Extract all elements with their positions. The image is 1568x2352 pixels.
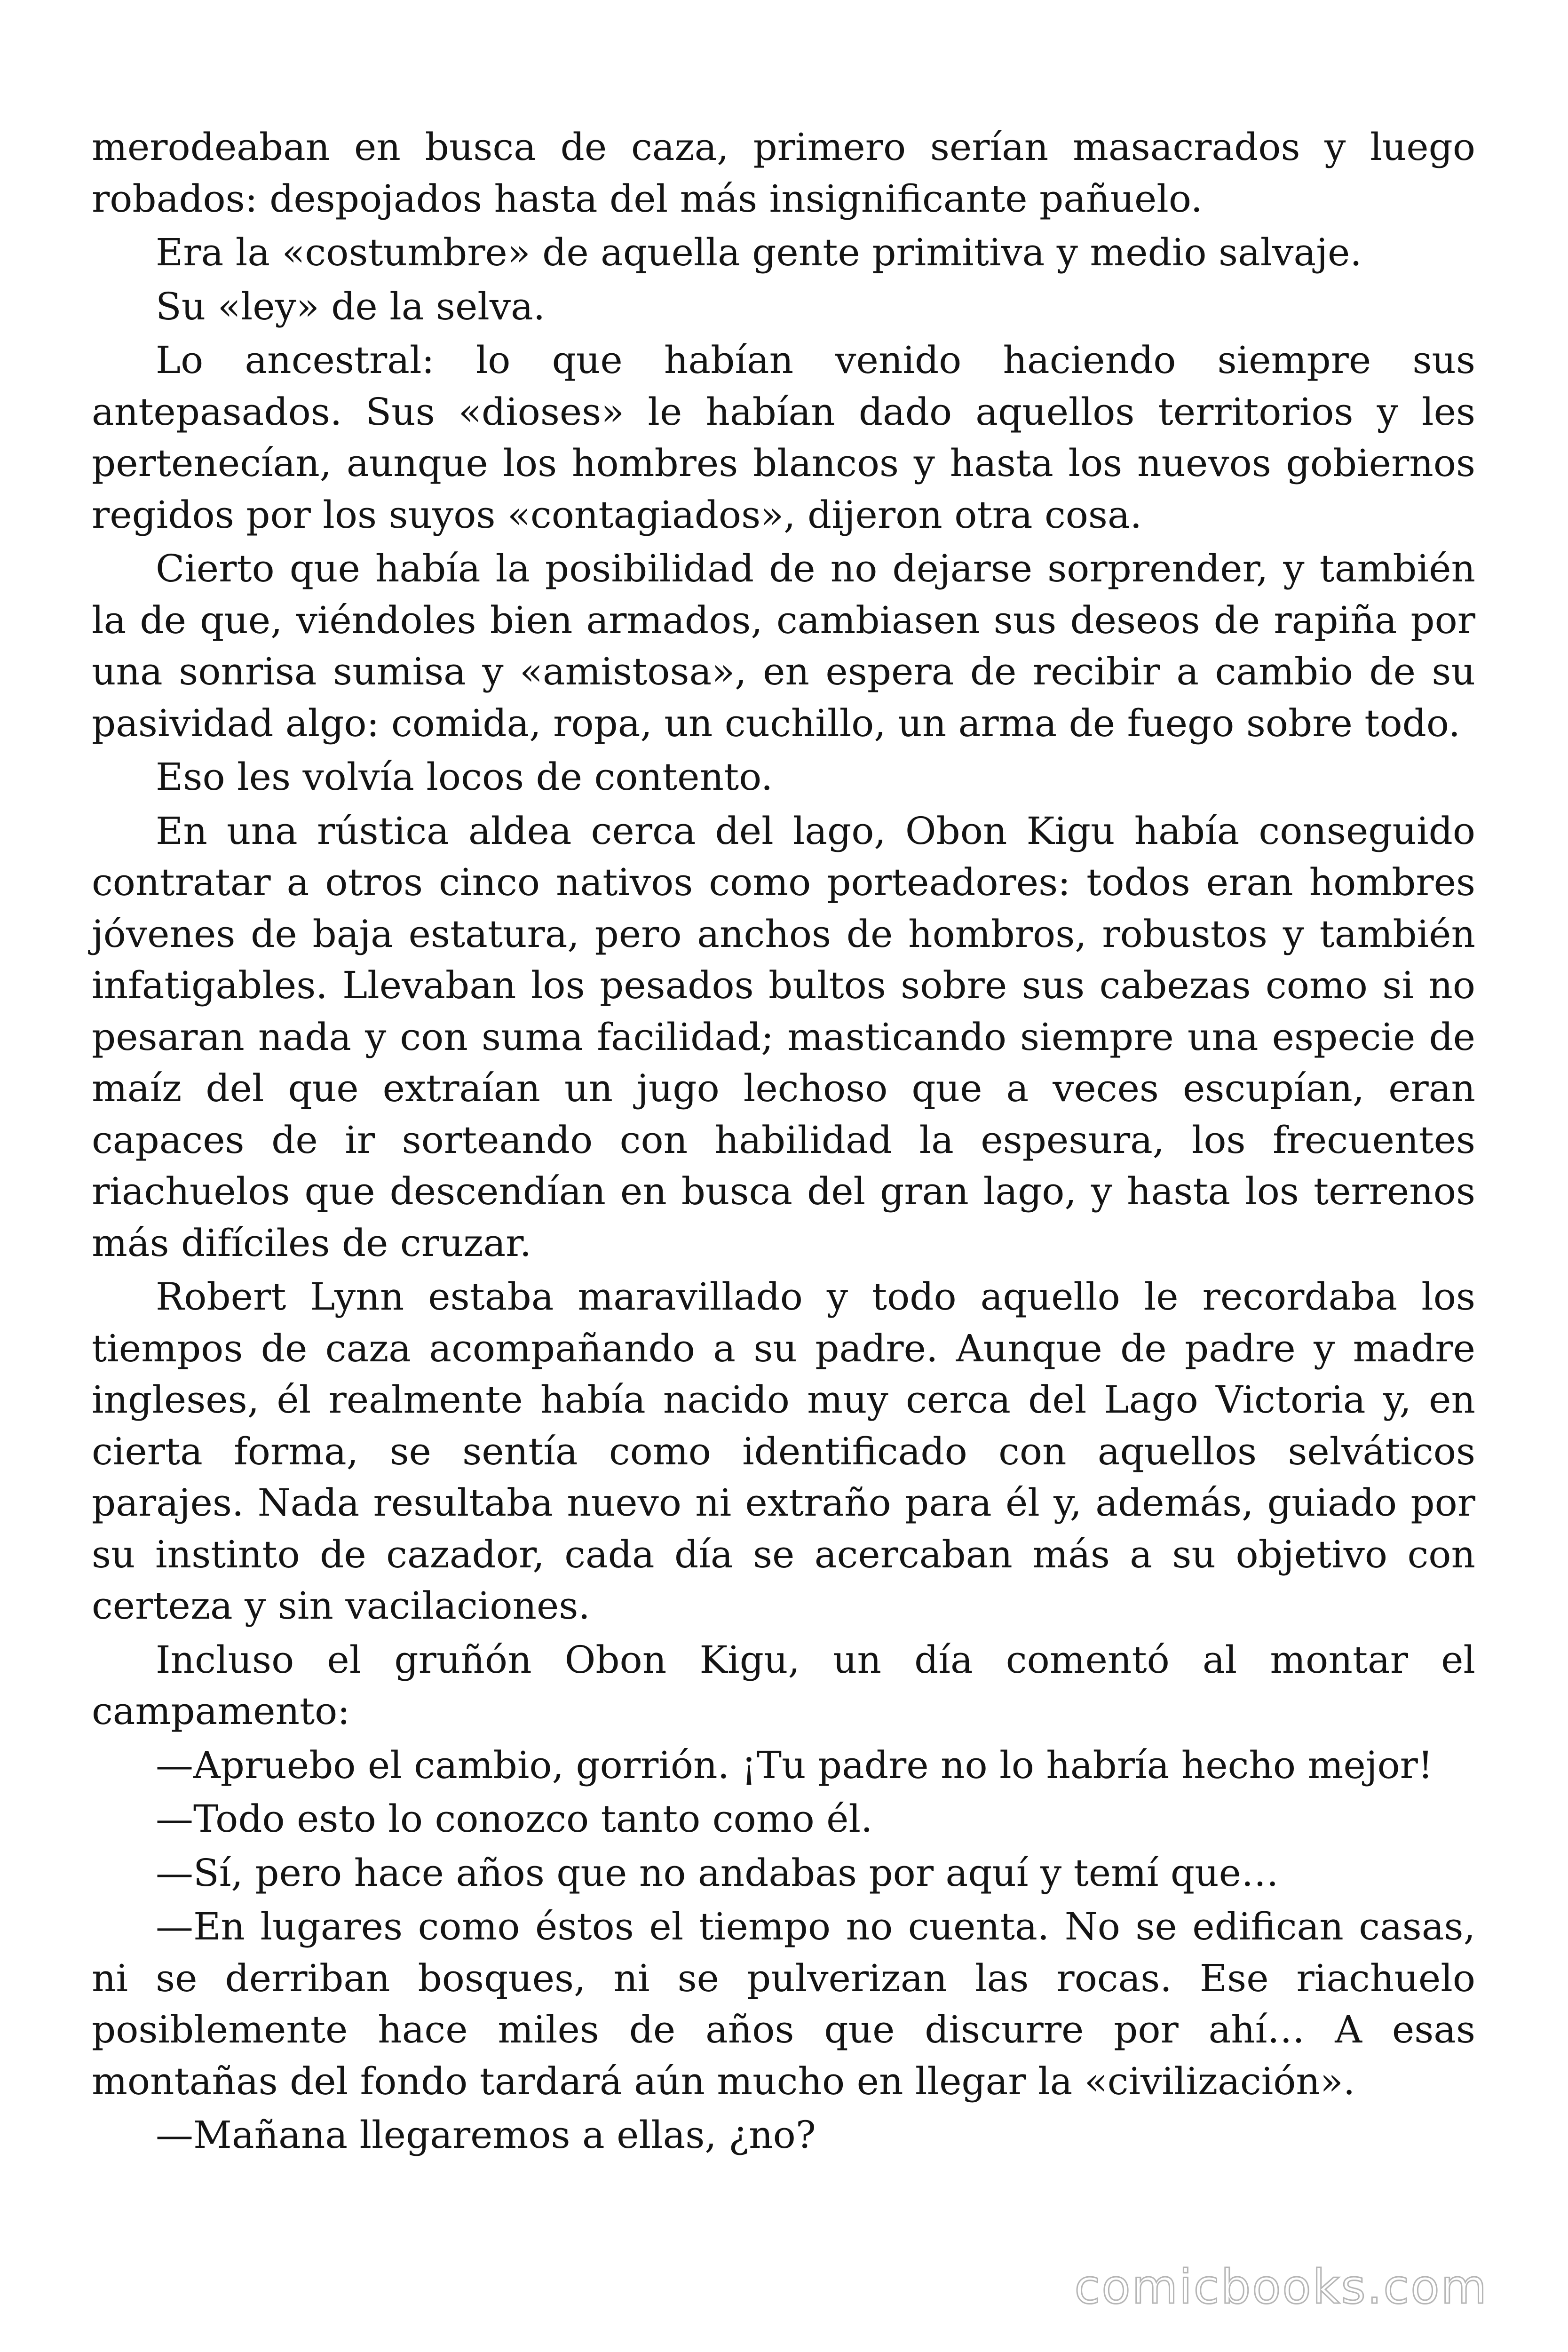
dialogue-line: —Todo esto lo conozco tanto como él. xyxy=(156,1797,873,1841)
paragraph: En una rústica aldea cerca del lago, Obon Kigu había conseguido contratar a otros cinco nativos como porteadores: todos eran hombres jóvenes de baja estatura, pero anchos de hombros, robustos y también infatigables. Llevaban los pesados bultos sobre sus cabezas como si no pesaran nada y con suma facilidad; masticando siempre una especie de maíz del que extraían un jugo lechoso que a veces escupían, eran capaces de ir sorteando con habilidad la espesura, los frecuentes riachuelos que descendían en busca del gran lago, y hasta los terrenos más difíciles de cruzar. xyxy=(92,809,1475,1265)
paragraph: Eso les volvía locos de contento. xyxy=(156,755,773,799)
paragraph: Era la «costumbre» de aquella gente primitiva y medio salvaje. xyxy=(156,230,1362,274)
paragraph: Lo ancestral: lo que habían venido haciendo siempre sus antepasados. Sus «dioses» le habían dado aquellos territorios y les pertenecían, aunque los hombres blancos y hasta los nuevos gobiernos regidos por los suyos «contagiados», dijeron otra cosa. xyxy=(92,338,1475,537)
dialogue-line: —En lugares como éstos el tiempo no cuenta. No se edifican casas, ni se derriban bosques, ni se pulverizan las rocas. Ese riachuelo posiblemente hace miles de años que discurre por ahí… A esas montañas del fondo tardará aún mucho en llegar la «civilización». xyxy=(92,1905,1475,2103)
dialogue-line: —Sí, pero hace años que no andabas por aquí y temí que… xyxy=(156,1851,1279,1895)
paragraph: merodeaban en busca de caza, primero serían masacrados y luego robados: despojados hasta del más insignificante pañuelo. xyxy=(92,125,1475,221)
dialogue-line: —Apruebo el cambio, gorrión. ¡Tu padre no lo habría hecho mejor! xyxy=(156,1743,1433,1787)
watermark: comicbooks.com xyxy=(1074,2259,1488,2314)
paragraph: Robert Lynn estaba maravillado y todo aquello le recordaba los tiempos de caza acompañando a su padre. Aunque de padre y madre ingleses, él realmente había nacido muy cerca del Lago Victoria y, en cierta forma, se sentía como identificado con aquellos selváticos parajes. Nada resultaba nuevo ni extraño para él y, además, guiado por su instinto de cazador, cada día se acercaban más a su objetivo con certeza y sin vacilaciones. xyxy=(92,1275,1475,1628)
paragraph: Cierto que había la posibilidad de no dejarse sorprender, y también la de que, viéndoles bien armados, cambiasen sus deseos de rapiña por una sonrisa sumisa y «amistosa», en espera de recibir a cambio de su pasividad algo: comida, ropa, un cuchillo, un arma de fuego sobre todo. xyxy=(92,547,1475,745)
paragraph: Su «ley» de la selva. xyxy=(156,284,546,328)
dialogue-line: —Mañana llegaremos a ellas, ¿no? xyxy=(156,2113,816,2157)
page-text xyxy=(92,121,1475,2163)
paragraph: Incluso el gruñón Obon Kigu, un día comentó al montar el campamento: xyxy=(92,1637,1475,1733)
